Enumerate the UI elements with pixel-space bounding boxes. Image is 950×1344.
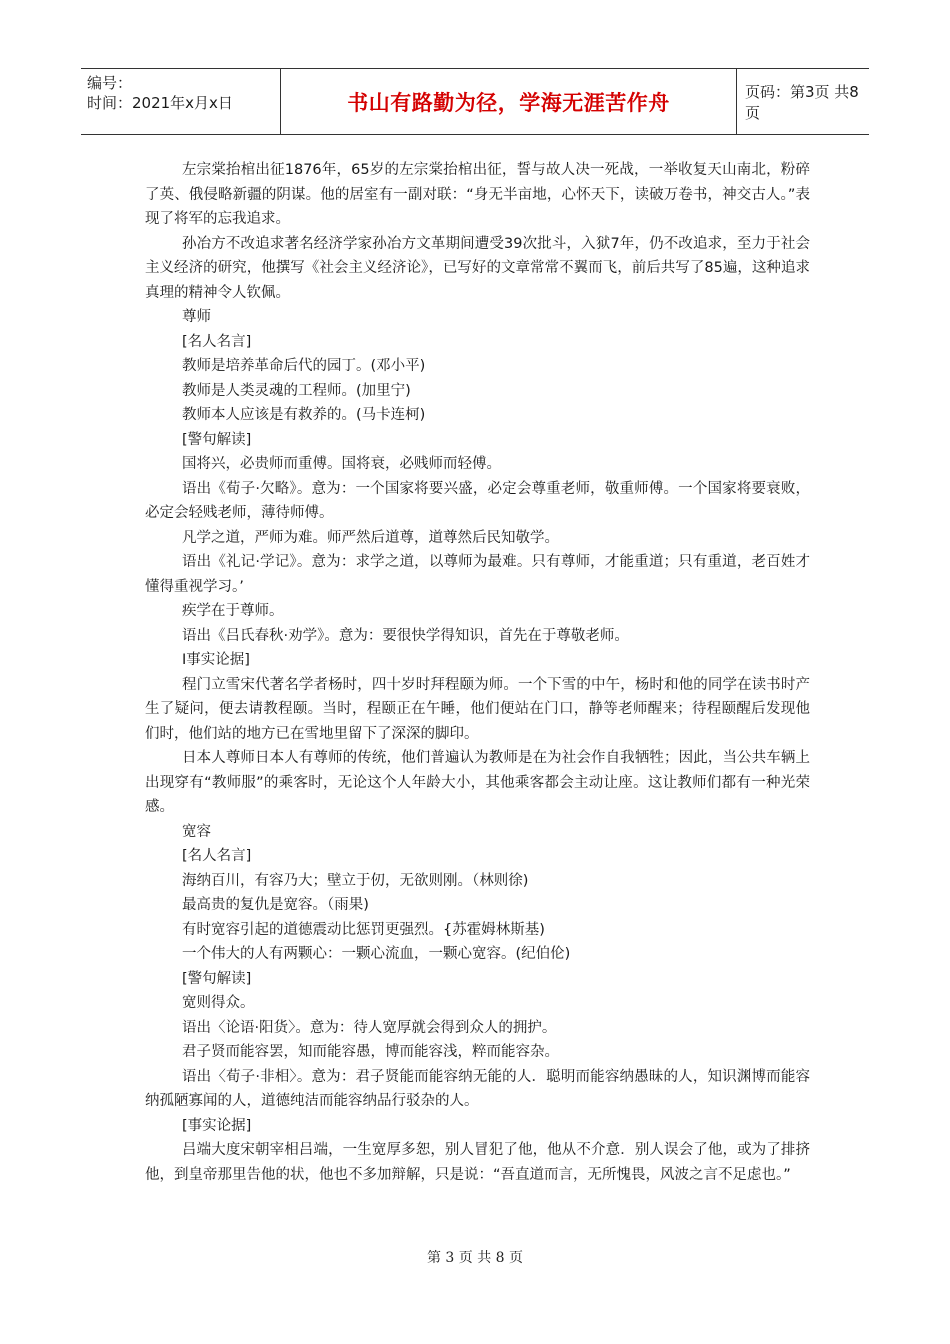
paragraph: 日本人尊师日本人有尊师的传统，他们普遍认为教师是在为社会作自我牺牲；因此，当公共车辆上出现穿有“教师服”的乘客时，无论这个人年龄大小，其他乘客都会主动让座。这让教师们都有一种光荣感。	[145, 750, 810, 815]
document-number-label: 编号：	[87, 74, 133, 92]
proverb-line: 君子贤而能容罢，知而能容愚，博而能容浅，粹而能容杂。	[182, 1044, 559, 1060]
paragraph: 语出〈荀子·非相〉。意为：君子贤能而能容纳无能的人．聪明而能容纳愚昧的人，知识渊博而能容纳孤陋寡闻的人，道德纯洁而能容纳品行驳杂的人。	[145, 1068, 810, 1109]
quote-line: 教师本人应该是有救养的。(马卡连柯)	[182, 407, 426, 423]
paragraph: 语出〈论语·阳货〉。意为：待人宽厚就会得到众人的拥护。	[182, 1019, 557, 1036]
document-body	[145, 158, 810, 1187]
subsection-label: [事实论据]	[182, 1117, 252, 1134]
paragraph: 语出《吕氏春秋·劝学》。意为：要很快学得知识，首先在于尊敬老师。	[182, 627, 629, 644]
quote-line: 有时宽容引起的道德震动比惩罚更强烈。{苏霍姆林斯基)	[182, 921, 545, 938]
header-motto-cell	[281, 69, 737, 134]
header-page-number: 页码：第3页 共8页	[745, 82, 859, 122]
quote-line: 教师是人类灵魂的工程师。(加里宁)	[182, 382, 411, 399]
section-heading: 尊师	[182, 309, 211, 325]
paragraph: 吕端大度宋朝宰相吕端，一生宽厚多恕，别人冒犯了他，他从不介意．别人误会了他，或为了排挤他，到皇帝那里告他的状，他也不多加辩解，只是说：“吾直道而言，无所愧畏，风波之言不足虑也。”	[145, 1142, 810, 1183]
paragraph: 语出《礼记·学记》。意为：求学之道，以尊师为最难。只有尊师，才能重道；只有重道，老百姓才懂得重视学习。’	[145, 554, 810, 595]
paragraph: 语出《荀子·欠略》。意为：一个国家将要兴盛，必定会尊重老师，敬重师傅。一个国家将要衰败，必定会轻贱老师，薄待师傅。	[145, 480, 810, 521]
document-date-label: 时间：2021年x月x日	[87, 94, 233, 112]
page-footer: 第 3 页 共 8 页	[426, 1250, 524, 1266]
quote-line: 海纳百川，有容乃大；壁立于仞，无欲则刚。（林则徐)	[182, 872, 529, 889]
subsection-label: [名人名言]	[182, 848, 252, 864]
subsection-label: [警句解读]	[182, 970, 252, 987]
section-heading: 宽容	[182, 823, 211, 840]
header-motto: 书山有路勤为径，学海无涯苦作舟	[347, 90, 670, 115]
header-meta	[81, 69, 281, 134]
proverb-line: 凡学之道，严师为难。师严然后道尊，道尊然后民知敬学。	[182, 529, 559, 546]
paragraph: 左宗棠抬棺出征1876年，65岁的左宗棠抬棺出征，誓与故人决一死战，一举收复天山南北，粉碎了英、俄侵略新疆的阴谋。他的居室有一副对联：“身无半亩地，心怀天下，读破万卷书，神交古人。”表现了将军的忘我追求。	[145, 162, 810, 227]
paragraph: 孙冶方不改追求著名经济学家孙冶方文革期间遭受39次批斗，入狱7年，仍不改追求，至力于社会主义经济的研究，他撰写《社会主义经济论》，已写好的文章常常不翼而飞，前后共写了85遍，这种追求真理的精神令人钦佩。	[145, 235, 810, 301]
quote-line: 一个伟大的人有两颗心：一颗心流血，一颗心宽容。(纪伯伦)	[182, 946, 571, 962]
subsection-label: I事实论据]	[182, 652, 250, 668]
quote-line: 最高贵的复仇是宽容。（雨果)	[182, 897, 369, 913]
subsection-label: [警句解读]	[182, 431, 252, 448]
quote-line: 教师是培养革命后代的园丁。(邓小平)	[182, 358, 426, 374]
paragraph: 程门立雪宋代著名学者杨时，四十岁时拜程颐为师。一个下雪的中午，杨时和他的同学在读书时产生了疑问，便去请教程颐。当时，程颐正在午睡，他们便站在门口，静等老师醒来；待程颐醒后发现他们时，他们站的地方已在雪地里留下了深深的脚印。	[145, 676, 810, 742]
proverb-line: 宽则得众。	[182, 995, 255, 1011]
proverb-line: 国将兴，必贵师而重傅。国将衰，必贱师而轻傅。	[182, 456, 501, 472]
header-page-cell	[737, 69, 869, 134]
subsection-label: [名人名言]	[182, 333, 252, 350]
proverb-line: 疾学在于尊师。	[182, 603, 284, 619]
page-header	[81, 68, 869, 135]
